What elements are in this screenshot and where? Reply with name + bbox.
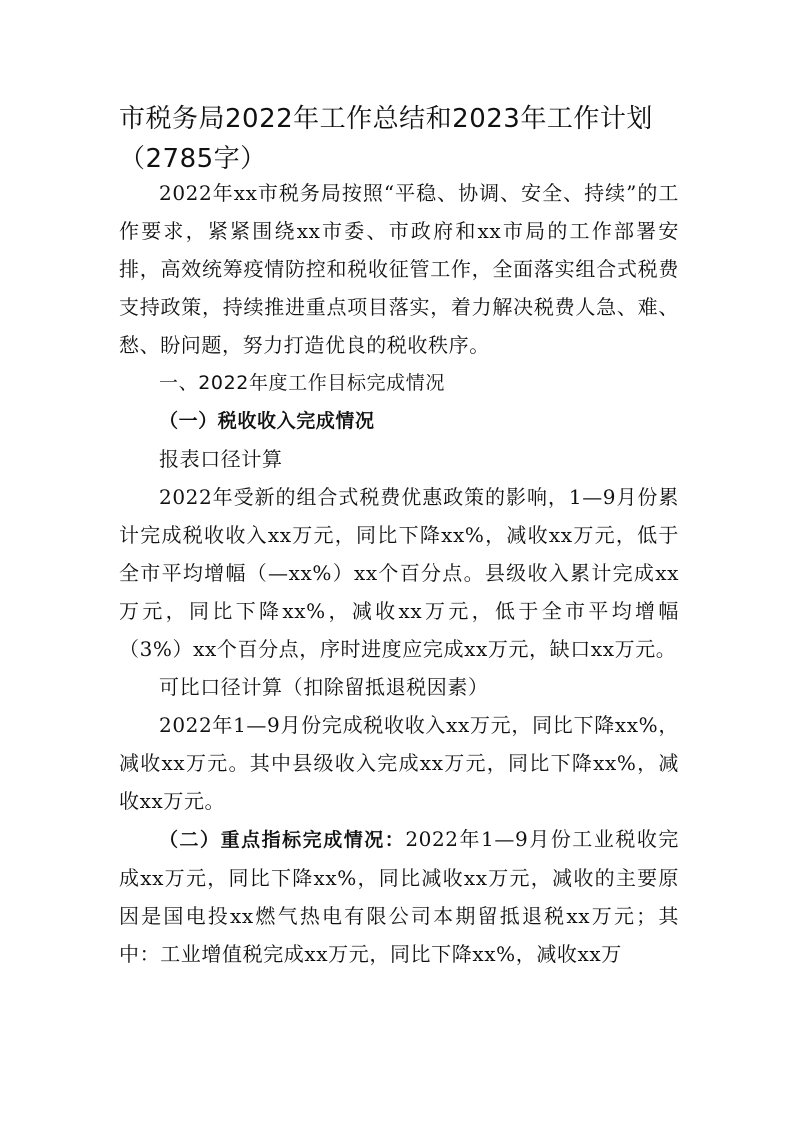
section-1-1-heading: （一）税收收入完成情况 [159, 410, 375, 432]
document-body [119, 174, 679, 973]
section-1-2-text: 2022年1—9月份工业税收完成xx万元，同比下降xx%，同比减收xx万元，减收的主要原因是国电投xx燃气热电有限公司本期留抵退税xx万元；其中：工业增值税完成xx万元，同比下降xx%，减收xx万 [119, 827, 679, 966]
document-title: 市税务局2022年工作总结和2023年工作计划（2785字） [119, 104, 653, 174]
comparable-basis-paragraph: 2022年1—9月份完成税收收入xx万元，同比下降xx%，减收xx万元。其中县级收入完成xx万元，同比下降xx%，减收xx万元。 [119, 713, 679, 813]
section-1-2-heading: （二）重点指标完成情况： [159, 829, 406, 851]
section-1-2-paragraph [119, 820, 679, 973]
report-basis-label: 报表口径计算 [159, 447, 283, 471]
report-basis-paragraph: 2022年受新的组合式税费优惠政策的影响，1—9月份累计完成税收收入xx万元，同比下降xx%，减收xx万元，低于全市平均增幅（—xx%）xx个百分点。县级收入累计完成xx万元，同比下降xx%，减收xx万元，低于全市平均增幅（3%）xx个百分点，序时进度应完成xx万元，缺口xx万元。 [119, 485, 679, 661]
section-1-heading: 一、2022年度工作目标完成情况 [159, 372, 445, 394]
comparable-basis-label: 可比口径计算（扣除留抵退税因素） [159, 675, 489, 699]
intro-paragraph: 2022年xx市税务局按照“平稳、协调、安全、持续”的工作要求，紧紧围绕xx市委、市政府和xx市局的工作部署安排，高效统筹疫情防控和税收征管工作，全面落实组合式税费支持政策，持续推进重点项目落实，着力解决税费人急、难、愁、盼问题，努力打造优良的税收秩序。 [119, 181, 679, 357]
